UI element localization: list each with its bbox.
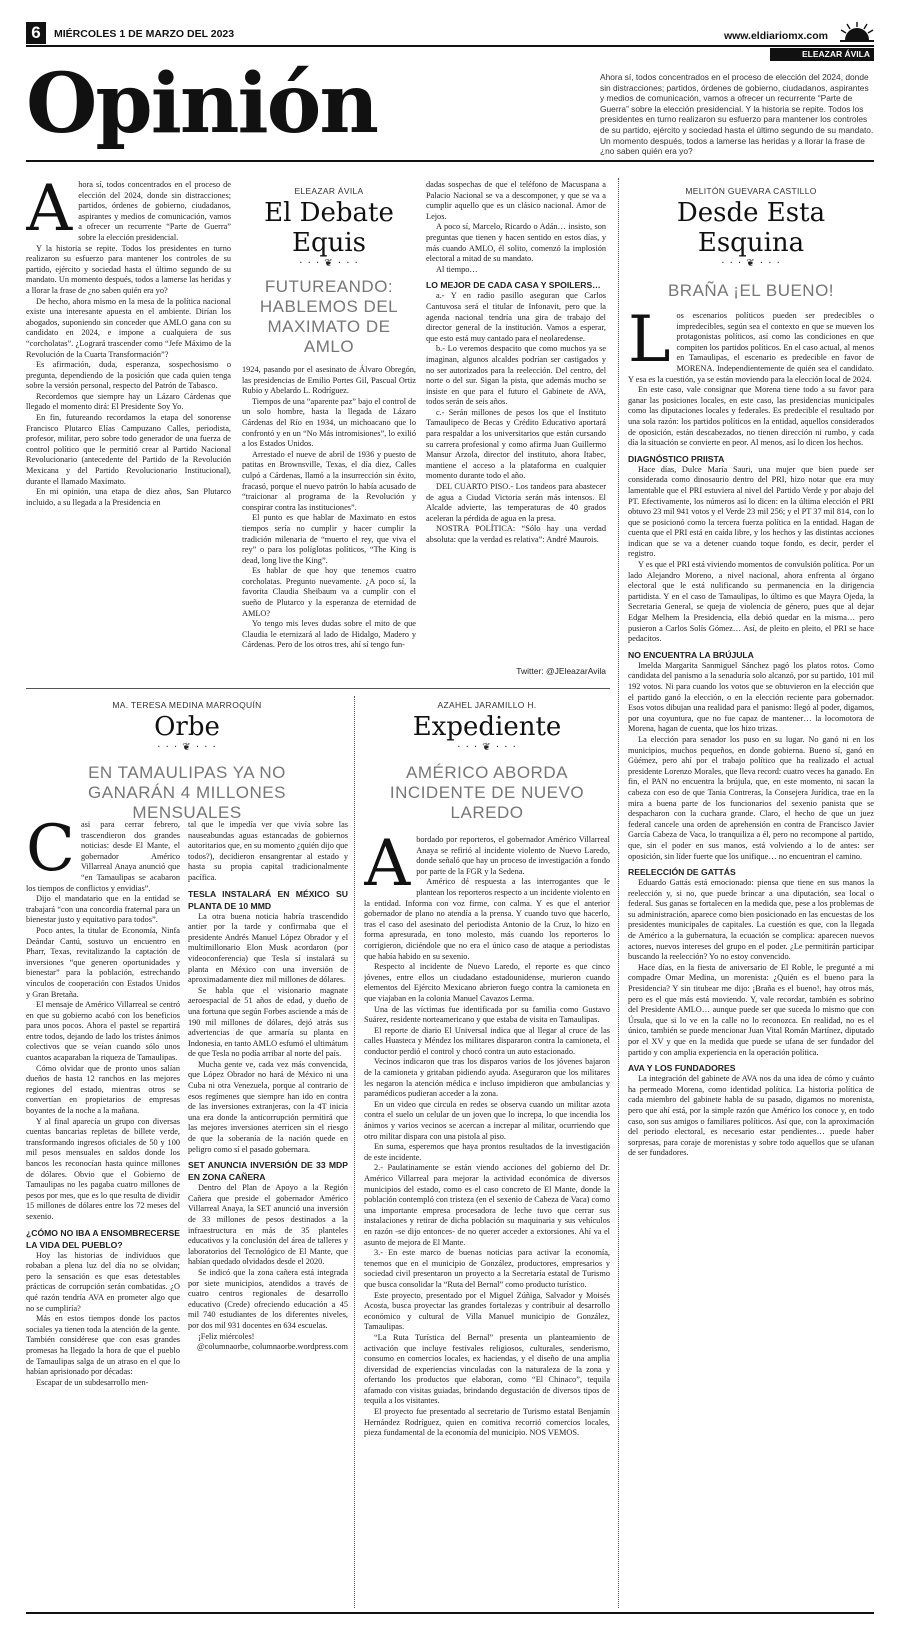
section-title: Opinión [26,56,377,152]
paragraph: A poco sí, Marcelo, Ricardo o Adán… insisto, son preguntas que tienen y hacen sentido en estos días, y más cuando AMLO, él solito, comenzó la implosión electoral a mitad de su mandato. [426,222,606,264]
paragraph: Cómo olvidar que de pronto unos salían dueños de hasta 12 ranchos en las mejores regiones del estado, mientras otros se convertían en propietarios de empresas boyantes de la noche a la mañana. [26,1063,180,1116]
paragraph: NOSTRA POLÍTICA: “Sólo hay una verdad absoluta: que la verdad es relativa”: André Maurois. [426,524,606,544]
col-expediente [364,696,610,1608]
col-debate [242,180,416,680]
paragraph: De hecho, ahora mismo en la mesa de la política nacional existe una interesante apuesta en el ambiente. Dirían los abogados, suponiendo sin conceder que AMLO gana con su candidato en 2024, e impone a cualquiera de sus “corcholatas”. ¿Logrará trascender como “Jefe Máximo de la Revolución de la Cuarta Transformación”? [26,296,231,359]
paragraph: En mi opinión, una etapa de diez años, San Plutarco incluido, a su llegada a la Presidencia en [26,487,231,507]
byline: MELITÓN GUEVARA CASTILLO [685,186,817,196]
footer-rule [26,1612,874,1614]
page-number: 6 [26,22,46,44]
paragraph: Yo tengo mis leves dudas sobre el mito de que Claudia le eternizará al lado de Hidalgo, Madero y Cárdenas. Pero de los otros tres, ahí sí tengo fun- [242,619,416,650]
byline: MA. TERESA MEDINA MARROQUÍN [112,700,262,710]
paragraph: Dijo el mandatario que en la entidad se trabajará “con una concordia fraternal para un bienestar justo y equitativo para todos”. [26,894,180,925]
subheading: ¿CÓMO NO IBA A ENSOMBRECERSE LA VIDA DEL PUEBLO? [26,1227,180,1250]
paragraph: Más en estos tiempos donde los pactos sociales ya tienen toda la atención de la gente. También considérese que con esas grandes promesas ha llegado la hora de que el pueblo de Tamaulipas salga de un atraso en el que lo habían aprisionado por décadas: [26,1314,180,1377]
paragraph: Y al final aparecía un grupo con diversas cuentas bancarias repletas de billete verde, transformando ingresos oficiales de 50 y 100 mil pesos mensuales en saldos donde los bancos les reconocían hasta quince millones de dólares. Obvio que el Gobierno de Tamaulipas no les pagaba cuatro millones de pesos por mes, que es lo que resulta de dividir 15 millones de dólares entre los 72 meses del sexenio. [26,1116,180,1221]
paragraph: dadas sospechas de que el teléfono de Macuspana a Palacio Nacional se va a descomponer, y que se va a cumplir aquello que es un clásico nacional. Amor de Lejos. [426,180,606,221]
paragraph: c.- Serán millones de pesos los que el Instituto Tamaulipeco de Becas y Crédito Educativo aportará para respaldar a los universitarios que están cursando su carrera profesional y como afirma Juan Guillermo Mansur Arzola, director del instituto, ahora Itabec, mantiene el acceso a la plataforma en cualquier momento durante todo el año. [426,407,606,481]
subheading: TESLA INSTALARÁ EN MÉXICO SU PLANTA DE 10 MMD [188,888,348,911]
paragraph: 2.- Paulatinamente se están viendo acciones del gobierno del Dr. Américo Villarreal para mejorar la actividad económica de diversos municipios del estado, como es el caso concreto de El Mante, donde la población contempló con tristeza (en el sexenio de Cabeza de Vaca) como una importante empresa procesadora de leche tuvo que cerrar sus instalaciones y retirar de dicha población su maquinaria y sus vehículos en razón -se dijo entonces- de no querer acceder a extorsiones. Ahí va el asunto de mejora de El Mante. [364,1163,610,1247]
paragraph: Poco antes, la titular de Economía, Ninfa Deándar Cantú, sostuvo un encuentro en Pharr, Texas, revitalizando la captación de inversiones “que generen oportunidades y bienestar” para la población, estrechando vínculos de cooperación con Estados Unidos y Gran Bretaña. [26,925,180,999]
column-divider [618,178,619,1608]
column-title: Orbe [154,712,220,742]
col-debate-right [426,180,606,680]
subheading: SET ANUNCIA INVERSIÓN DE 33 MDP EN ZONA CAÑERA [188,1160,348,1183]
dropcap: C [26,820,75,886]
dropcap: L [628,303,671,377]
paragraph: En fin, futureando recordamos la etapa del sonorense Francisco Plutarco Elías Campuzano Calles, periodista, profesor, militar, pero sobre todo generador de una fuerza de control político que le permitió crear al Partido Nacional Revolucionario (antecedente del Partido de la Revolución Mexicana y del Partido Revolucionario Institucional), durante el llamado Maximato. [26,413,231,486]
ornament-divider: · · · ❦ · · · [457,742,517,753]
paragraph: El mensaje de Américo Villarreal se centró en que su gobierno acabó con los beneficios para unos pocos. Ahora el pastel se repartirá entre todos, dejando de lado los tristes ánimos colectivos que se veían cuando sólo unos cuantos acaparaban la riqueza de Tamaulipas. [26,1000,180,1063]
column-kicker: EN TAMAULIPAS YA NO GANARÁN 4 MILLONES MENSUALES [88,763,286,822]
dropcap: A [26,180,73,246]
subheading: NO ENCUENTRA LA BRÚJULA [628,649,754,660]
paragraph: Al tiempo… [436,264,478,274]
paragraph: El reporte de diario El Universal indica que al llegar al cruce de las calles Huasteca y Méndez los militares dispararon contra la camioneta, el conductor perdió el control y chocó contra un auto estacionado. [364,1025,610,1056]
paragraph: os escenarios políticos pueden ser predecibles o impredecibles, según sea el contexto en que se mueven los protagonistas políticos, así como las condiciones en que compiten los partidos políticos. En el caso actual, al menos en Tamaulipas, el escenario es predecible en favor de MORENA. Independientemente de quién sea el candidato. Y esa es la cuestión, ya se están moviendo para la elección local de 2024. [628,311,874,384]
paragraph: asi para cerrar febrero, trascendieron dos grandes noticias: desde El Mante, el gobernador Américo Villarreal Anaya anunció que “en Tamaulipas se acabaron los tiempos de conflictos y envidias”. [26,820,180,893]
subheading: AVA Y LOS FUNDADORES [628,1063,736,1074]
sun-logo-icon [840,22,874,42]
header-rule [26,45,874,47]
paragraph: Hace días, Dulce María Sauri, una mujer que bien puede ser considerada como dinosaurio dentro del PRI, hizo notar que era muy lamentable que el PRI estuviera al nivel del Partido Verde y por abajo del PT. Efectivamente, los números así lo dicen: en la última elección el PRI obtuvo 23 mil 941 votos y el Verde 23 mil 256; y el PT 37 mil 814, con lo que se posicionó como la tercera fuerza política en la entidad. Hagan de cuenta que el PRI está en caída libre, y los hechos y las distintas acciones indican que se va a detener cuando toque fondo, es decir, perder el registro. [628,464,874,559]
author-tag: ELEAZAR ÁVILA [770,48,874,61]
site-url[interactable]: www.eldiariomx.com [723,30,828,42]
col-orbe-left [26,820,180,1608]
paragraph: Es hablar de que hoy que tenemos cuatro corcholatas. Pregunto nuevamente. ¿A poco sí, la favorita Claudia Sheibaum va a cumplir con el sueño de Plutarco y la esperanza de eternidad de AMLO? [242,566,416,618]
paragraph: “La Ruta Turística del Bernal” presenta un planteamiento de activación que incluye festivales religiosos, culturales, senderismo, consumo en comercios locales, ex haciendas, y el diseño de una amplia diversidad de experiencias vinculadas con la naturaleza de la zona y ofertando los productos que elaboran, como “El Chinaco”, tequila afamado con visitas guiadas, brindando degustación de diversos tipos de tequila a los visitantes. [364,1332,610,1406]
paragraph: Tiempos de una “aparente paz” bajo el control de un solo hombre, hasta la llegada de Lázaro Cárdenas del Río en 1934, un michoacano que lo confrontó y en un “No Más intromisiones”, lo exilió a los Estados Unidos. [242,396,416,449]
paragraph: Se indicó que la zona cañera está integrada por siete municipios, atendidos a través de cuatro centros regionales de desarrollo educativo (Crede) ofreciendo educación a 45 mil 740 estudiantes de los diferentes niveles, por dos mil 931 docentes en 634 escuelas. [188,1267,348,1330]
paragraph: Y es que el PRI está viviendo momentos de convulsión política. Por un lado Alejandro Moreno, a nivel nacional, ahora enfrenta al órgano electoral que le está nulificando su permanencia en la dirigencia partidista. Y en el caso de Tamaulipas, lo último es que Mayra Ojeda, la Secretaria General, se queja de violencia de género, pues que al dejar Edgar Melhem la Presidencia, ella debió quedar en la misma… pero pusieron a Carlos Solís Gómez… Así, de pleito en pleito, el PRI se hace pedacitos. [628,560,874,644]
col-esquina [628,180,874,1610]
paragraph: En un video que circula en redes se observa cuando un militar azota contra el suelo un celular de un joven que lo increpa, lo que incendia los ánimos y varios vecinos se acercan a increpar al militar, ocurriendo que otro militar dispara con una pistola al piso. [364,1099,610,1141]
paragraph: Américo dé respuesta a las interrogantes que le plantean los reporteros respecto a un incidente violento en la entidad. Informa con voz firme, con calma. Y es que el anterior gobernador de plano no atendía a la prensa. Y cuando tuvo que hacerlo, tras el caso del asesinato del periodista Antonio de la Cruz, lo hizo en forma apresurada, en tono molesto, más cuando los reporteros lo corrigieron, diciéndole que no era el único caso de ataque a periodistas que había habido en su sexenio. [364,877,610,961]
paragraph: Eduardo Gattás está emocionado: piensa que tiene en sus manos la reelección y, si no, que puede brincar a una diputación, sea local o federal. Sus ganas se fortalecen en la medida que, pese a los problemas de su administración, aparece como bien posicionado en las encuestas de los presidentes municipales de capitales. La cuestión es que, con la llegada de Américo a la gubernatura, la ecuación se complica: aparecen nuevos actores, nuevos intereses del grupo en el poder. ¿Le permitirán participar buscando la reelección? Yo no estoy convencido. [628,878,874,962]
paragraph: bordado por reporteros, el gobernador Américo Villarreal Anaya se refirió al incidente violento de Nuevo Laredo, donde señaló que hay un proceso de investigación a fondo por parte de la FGR y la Sedena. [416,835,610,876]
paragraph: Y la historia se repite. Todos los presidentes en turno realizaron su esfuerzo para mantener los controles de su partido, ejército y sociedad hasta el último segundo de su mandato. Un momento después, todos a lamerse las heridas y a llorar la frase de ¿no saben quién era yo? [26,243,231,295]
col-orbe-right [188,820,348,1608]
ornament-divider: · · · ❦ · · · [299,258,359,269]
paragraph: La integración del gabinete de AVA nos da una idea de cómo y cuánto ha permeado Morena, como identidad política. La historia política de cada miembro del gabinete habla de su pasado, digamos no morenista, pero que ahí está, por la simple razón que Américo los conoce y, en todo caso, son sus amigos o familiares políticos. Así que, con la aproximación del periodo electoral, es necesario estar pendientes… puede haber sorpresas, para coraje de morenistas y sobre todo aquellos que se ufanan de ser fundadores. [628,1074,874,1158]
column-title: Desde Esta Esquina [676,198,826,258]
column-title: El Debate Equis [264,198,394,258]
subheading: DIAGNÓSTICO PRIISTA [628,453,725,464]
paragraph: La elección para senador los puso en su lugar. No ganó ni en los municipios, muchos pequeños, en donde gobierna. Bueno sí, ganó en Güémez, pero ahí por el trabajo político que ha realizado el actual presidente Lorenzo Morales, que lleva record: cuatro veces ha ganado. En fin, el PAN no encuentra la brújula, que, en este momento, ni sacan la cabeza con eso de que Tania Contreras, la Consejera Jurídica, trae en la mira a buena parte de los funcionarios del sexenio panista que se despacharon con la cuchara grande. Claro, el hecho de que un juez federal cancele una orden de aprehensión en contra de Francisco Javier García Cabeza de Vaca, lo tranquiliza a él, pero no recompone al partido, que, sin el poder en sus manos, está volviendo a lo de antes: ser oposición, sin líder fuerte que los unifique… no encuentran el camino. [628,734,874,861]
column-kicker: AMÉRICO ABORDA INCIDENTE DE NUEVO LAREDO [389,763,585,822]
paragraph: a.- Y en radio pasillo aseguran que Carlos Cantuvosa será el titular de Infonavit, pero que la agenda nacional tendría una gira de trabajo del director general de la institución. Vamos a esperar, que esto está muy cantado para el neolaredense. [426,291,606,343]
dropcap: A [364,827,411,901]
ornament-divider: · · · ❦ · · · [721,258,781,269]
paragraph: Hoy las historias de individuos que robaban a plena luz del día no se olvidan; pero la sensación es que esas detestables prácticas de corrupción serán combatidas. ¿O qué razón tendría AVA en prometer algo que no se cumpliría? [26,1250,180,1313]
col-left-top [26,180,231,680]
paragraph: La otra buena noticia habría trascendido antier por la tarde y confirmaba que el presidente Andrés Manuel López Obrador y el multimillonario Elon Musk acordaron (por videoconferencia) que Tesla sí instalará su planta en México con una inversión de aproximadamente diez mil millones de dólares. [188,911,348,985]
paragraph: Se habla que el visionario magnate aeroespacial de 51 años de edad, y dueño de una fortuna que según Forbes asciende a más de 190 mil millones de dólares, dejó atrás sus advertencias de que armaría su planta en Indonesia, en tanto AMLO esfumó el ultimátum de que Tesla no podía arribar al norte del país. [188,985,348,1059]
issue-date: MIÉRCOLES 1 DE MARZO DEL 2023 [54,28,235,40]
byline: AZAHEL JARAMILLO H. [437,700,537,710]
paragraph: En este caso, vale consignar que Morena tiene todo a su favor para ganar las posiciones locales, en este caso, las presidencias municipales como las diputaciones locales y federales. Es predecible el resultado por una sola razón: los partidos políticos en la entidad, aquellos considerados de oposición, están descabezados, no tienen dirección ni rumbo, y cada día la situación se convierte en peor. Al menos, así lo dicen los hechos. [628,385,874,448]
paragraph: Mucha gente ve, cada vez más convencida, que López Obrador no hará de México ni una Cuba ni otra Venezuela, porque al contrario de esos regímenes que siempre han ido en contra de las inversiones extranjeras, con la 4T inicia una era donde la anticorrupción permitirá que las mejores inversiones aterricen sin el riesgo de que la soberanía de la nación quede en peligro como sí el pasado gobernara. [188,1059,348,1154]
paragraph: Recordemos que siempre hay un Lázaro Cárdenas que llegado el momento dirá: El Presidente Soy Yo. [26,391,231,412]
paragraph: tal que le impedía ver que vivía sobre las nauseabundas aguas estancadas de gobiernos autoritarios que, en su momento ¿quién dijo que todos?), decidieron ensangrentar al estado y hasta su propia capital tradicionalmente pacífica. [188,820,348,882]
title-rule [26,160,874,162]
paragraph: DEL CUARTO PISO.- Los tandeos para abastecer de agua a Ciudad Victoria serán más intensos. El Alcalde advierte, las temperaturas de 40 grados aceleran la pérdida de agua en la presa. [426,482,606,523]
paragraph: Hace días, en la fiesta de aniversario de El Roble, le pregunté a mi compadre Omar Medina, un morenista: ¿Quién es el bueno para la Presidencia? Y sin titubear me dijo: ¡Braña es el bueno!, hay otros más, pero es el que más está moviendo. Y, vale recordar, también es sobrino del Presidente AMLO… aunque puede ser que suceda lo mismo que con Úrsula, que si lo ve en la calle no lo reconozca. En realidad, no es el único, también se puede mencionar Juan Vital Román Martínez, diputado por el XV y que en la medida que puede se ufana de ser fundador del partido y con amplia experiencia en la operación política. [628,962,874,1057]
paragraph: Imelda Margarita Sanmiguel Sánchez pagó los platos rotos. Como candidata del panismo a la senaduría solo alcanzó, por su partido, 101 mil 192 votos. Ni para cuando los votos que se obtuvieron en la elección que el partido ganó la elección, o en la elección reciente para gobernador. Esos votos dibujan una realidad para el panismo: llegó al poder, digamos, por una coyuntura, que no fue capaz de mantener… la locomotora de Morena, hagan de cuenta, que los hizo trizas. [628,660,874,734]
paragraph: Arrestado el nueve de abril de 1936 y puesto de patitas en Brownsville, Texas, el día diez, Calles culpó a Cárdenas, llamó a la insurrección sin éxito, fracasó, porque el nuevo patrón lo había acusado de “traicionar al programa de la Revolución y conspirar contra las instituciones”. [242,449,416,512]
contact-handle[interactable]: @columnaorbe, columnaorbe.wordpress.com [197,1342,348,1352]
byline: ELEAZAR ÁVILA [294,186,364,196]
paragraph: b.- Lo veremos despacito que como muchos ya se imaginan, algunos alcaldes podrían ser castigados y no ser autorizados para la reelección. Del centro, del norte o del sur. Sigan la pista, que además mucho se insiste en que para el futuro el Gabinete de AVA, todos serán de seis años. [426,344,606,407]
subheading: LO MEJOR DE CADA CASA Y SPOILERS… [426,280,601,291]
paragraph: Una de las víctimas fue identificada por su familia como Gustavo Suárez, residente norteamericano y que estaba de visita en Tamaulipas. [364,1004,610,1025]
paragraph: Este proyecto, presentado por el Miguel Zúñiga, Salvador y Moisés Acosta, busca proyectar las grandes fortalezas y contribuir al desarrollo económico y cultural de Villa Manuel municipio de González, Tamaulipas. [364,1290,610,1332]
ornament-divider: · · · ❦ · · · [157,742,217,753]
paragraph: Es afirmación, duda, esperanza, sospechosismo o pregunta, dependiendo de la posición que cada quien tenga sobre la versión personal, respecto del Patrón de Tabasco. [26,360,231,391]
page-header [26,22,874,44]
paragraph: hora sí, todos concentrados en el proceso de elección del 2024, donde sin distracciones; partidos, órdenes de gobierno, ciudadanos, aspirantes y medios de comunicación, vamos a ofrecer un recurrente “Parte de Guerra” sobre la elección presidencial. [78,180,231,242]
header-intro: Ahora sí, todos concentrados en el proceso de elección del 2024, donde sin distracciones; partidos, órdenes de gobierno, ciudadanos, aspirantes y medios de comunicación, vamos a ofrecer un recurrente “Parte de Guerra” sobre la elección presidencial. Y la historia se repite. Todos los presidentes en turno realizaron su esfuerzo para mantener los controles de su partido, ejército y sociedad hasta el último segundo de su mandato. Un momento después, todos a lamerse las heridas y a llorar la frase de ¿no saben quién era yo? [600,72,874,157]
paragraph: Vecinos indicaron que tras los disparos varios de los jóvenes bajaron de la camioneta y gritaban pidiendo ayuda. Aseguraron que los militares les negaron la atención médica e incluso impidieron que ambulancias y paramédicos pudieran acceder a la zona. [364,1057,610,1099]
column-kicker: FUTUREANDO: HABLEMOS DEL MAXIMATO DE AMLO [259,277,399,356]
paragraph: El punto es que hablar de Maximato en estos tiempos sería no cumplir y hacer cumplir la tradición milenaria de “muerto el rey, que viva el rey” o para los políglotas políticos, “The King is dead, long live the King”. [242,513,416,565]
paragraph: Escapar de un subdesarrollo men- [36,1377,149,1387]
paragraph: ¡Feliz miércoles! [198,1331,255,1341]
paragraph: 1924, pasando por el asesinato de Álvaro Obregón, las presidencias de Emilio Portes Gil, Pascual Ortiz Rubio y Abelardo L. Rodríguez. [242,365,416,396]
twitter-handle[interactable]: Twitter: @JEleazarAvila [516,666,606,676]
column-divider [354,696,355,1608]
paragraph: El proyecto fue presentado al secretario de Turismo estatal Benjamín Hernández Rodríguez, quien en comitiva recorrió comercios locales, pieza fundamental de la economía del municipio. NOS VEMOS. [364,1407,610,1438]
paragraph: Dentro del Plan de Apoyo a la Región Cañera que preside el gobernador Américo Villarreal Anaya, la SET anunció una inversión de 33 millones de pesos destinados a la infraestructura en más de 35 planteles educativos y la conclusión del área de talleres y laboratorios del Tecnológico de El Mante, que habían quedado olvidados desde el 2020. [188,1183,348,1267]
paragraph: En suma, esperemos que haya prontos resultados de la investigación de este incidente. [364,1142,610,1162]
subheading: REELECCIÓN DE GATTÁS [628,867,736,878]
band-divider [26,688,610,689]
paragraph: Respecto al incidente de Nuevo Laredo, el reporte es que cinco jóvenes, entre ellos un ciudadano estadounidense, murieron cuando elementos del Ejército Mexicano abrieron fuego contra la camioneta en que viajaban en la colonia Manuel Cavazos Lerma. [364,962,610,1003]
column-kicker: BRAÑA ¡EL BUENO! [667,281,835,300]
paragraph: 3.- En este marco de buenas noticias para activar la economía, tenemos que en el municipio de González, productores, empresarios y sociedad civil presentaron un proyecto a la Secretaría estatal de Turismo que busca consolidar la “Ruta del Bernal” como producto turístico. [364,1248,610,1289]
column-title: Expediente [412,712,562,742]
